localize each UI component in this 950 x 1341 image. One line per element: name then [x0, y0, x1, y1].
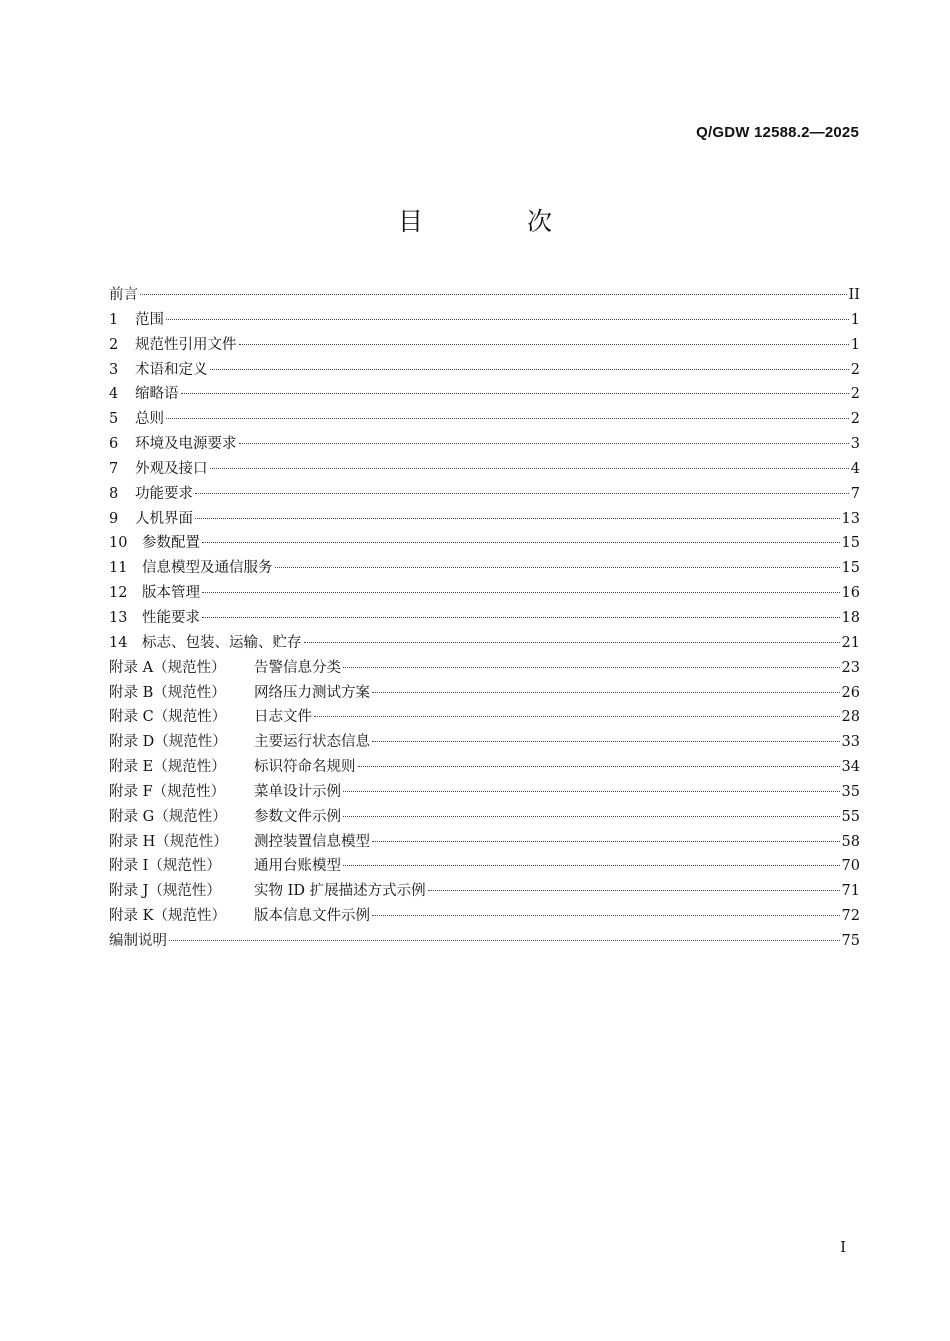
- toc-entry[interactable]: [109, 904, 860, 929]
- toc-entry-text: 菜单设计示例: [254, 783, 341, 800]
- toc-entry-number: 10: [109, 535, 128, 552]
- toc-entry-number: 附录 E（规范性）: [109, 759, 226, 776]
- toc-entry-text: 告警信息分类: [254, 659, 341, 676]
- toc-entry-label: [109, 556, 273, 581]
- toc-entry-label: [109, 631, 302, 656]
- toc-entry[interactable]: [109, 581, 860, 606]
- toc-entry-text: 总则: [135, 411, 164, 428]
- toc-entry[interactable]: [109, 308, 860, 333]
- toc-leader-dots: [428, 889, 840, 891]
- toc-entry[interactable]: [109, 382, 860, 407]
- toc-leader-dots: [275, 566, 840, 568]
- toc-leader-dots: [181, 392, 849, 394]
- toc-entry-label: [109, 705, 312, 730]
- toc-entry-text: 术语和定义: [135, 361, 208, 378]
- toc-entry-label: [109, 606, 200, 631]
- toc-entry-text: 信息模型及通信服务: [142, 560, 273, 577]
- toc-entry-page: 3: [850, 436, 860, 453]
- toc-entry-page: II: [848, 287, 860, 303]
- page-title: 目 次: [398, 207, 600, 236]
- toc-leader-dots: [195, 517, 840, 519]
- toc-entry-label: [109, 333, 237, 358]
- toc-entry-number: 13: [109, 609, 128, 626]
- toc-entry-label: [109, 308, 164, 333]
- toc-entry-page: 33: [841, 734, 860, 751]
- toc-entry-number: 附录 C（规范性）: [109, 709, 227, 726]
- toc-entry-label: [109, 929, 167, 954]
- toc-entry-number: 4: [109, 386, 119, 403]
- toc-entry-page: 28: [841, 709, 860, 726]
- toc-entry[interactable]: [109, 780, 860, 805]
- toc-entry[interactable]: [109, 929, 860, 954]
- toc-entry-text: 人机界面: [135, 510, 193, 527]
- toc-entry[interactable]: [109, 631, 860, 656]
- toc-entry-label: [109, 531, 200, 556]
- toc-entry[interactable]: [109, 432, 860, 457]
- toc-entry-page: 70: [841, 858, 860, 875]
- toc-entry-text: 环境及电源要求: [135, 436, 237, 453]
- toc-entry[interactable]: [109, 333, 860, 358]
- table-of-contents: [109, 283, 860, 954]
- toc-leader-dots: [140, 293, 847, 295]
- toc-entry-page: 7: [850, 485, 860, 502]
- toc-entry-label: [109, 904, 370, 929]
- toc-entry-number: 9: [109, 510, 119, 527]
- toc-entry-label: [109, 780, 341, 805]
- toc-entry[interactable]: [109, 705, 860, 730]
- toc-leader-dots: [202, 541, 840, 543]
- toc-entry[interactable]: [109, 730, 860, 755]
- toc-entry-label: [109, 854, 341, 879]
- toc-entry-page: 26: [841, 684, 860, 701]
- toc-entry-text: 标志、包装、运输、贮存: [142, 634, 302, 651]
- toc-leader-dots: [210, 467, 849, 469]
- toc-entry-page: 55: [841, 808, 860, 825]
- toc-entry-label: [109, 755, 356, 780]
- toc-entry-label: [109, 879, 426, 904]
- toc-entry-number: 2: [109, 336, 119, 353]
- toc-entry-number: 附录 B（规范性）: [109, 684, 226, 701]
- toc-entry-page: 18: [841, 609, 860, 626]
- toc-leader-dots: [372, 691, 840, 693]
- toc-entry[interactable]: [109, 656, 860, 681]
- toc-entry-page: 58: [841, 833, 860, 850]
- toc-entry[interactable]: [109, 507, 860, 532]
- toc-entry-page: 1: [850, 336, 860, 353]
- toc-entry[interactable]: [109, 681, 860, 706]
- toc-entry-number: 6: [109, 436, 119, 453]
- toc-entry-text: 版本管理: [142, 585, 200, 602]
- toc-entry-label: [109, 656, 341, 681]
- toc-entry-number: 附录 H（规范性）: [109, 833, 228, 850]
- toc-entry-text: 参数配置: [142, 535, 200, 552]
- toc-entry-page: 13: [841, 510, 860, 527]
- toc-entry-page: 16: [841, 585, 860, 602]
- page-number: I: [840, 1240, 846, 1256]
- toc-leader-dots: [372, 840, 840, 842]
- toc-entry-label: [109, 432, 237, 457]
- toc-entry-number: 附录 G（规范性）: [109, 808, 227, 825]
- toc-entry-label: [109, 581, 200, 606]
- toc-entry-text: 编制说明: [109, 932, 167, 949]
- toc-entry-text: 缩略语: [135, 386, 179, 403]
- toc-leader-dots: [166, 417, 849, 419]
- toc-entry-text: 规范性引用文件: [135, 336, 237, 353]
- toc-entry-page: 2: [850, 361, 860, 378]
- toc-leader-dots: [358, 765, 840, 767]
- toc-leader-dots: [239, 442, 849, 444]
- toc-entry-number: 附录 F（规范性）: [109, 783, 226, 800]
- toc-entry[interactable]: [109, 755, 860, 780]
- toc-leader-dots: [195, 492, 849, 494]
- toc-entry-text: 范围: [135, 311, 164, 328]
- toc-entry-page: 71: [841, 883, 860, 900]
- toc-leader-dots: [343, 790, 840, 792]
- toc-entry-label: [109, 830, 370, 855]
- toc-entry-number: 5: [109, 411, 119, 428]
- toc-leader-dots: [372, 914, 840, 916]
- toc-entry-label: [109, 457, 208, 482]
- toc-entry[interactable]: [109, 606, 860, 631]
- toc-leader-dots: [169, 939, 840, 941]
- toc-leader-dots: [166, 318, 849, 320]
- toc-leader-dots: [304, 641, 840, 643]
- toc-entry-text: 测控装置信息模型: [254, 833, 370, 850]
- toc-entry-text: 性能要求: [142, 609, 200, 626]
- toc-entry-number: 14: [109, 634, 128, 651]
- toc-entry-number: 1: [109, 311, 119, 328]
- toc-entry[interactable]: [109, 556, 860, 581]
- toc-leader-dots: [239, 343, 849, 345]
- toc-entry[interactable]: [109, 830, 860, 855]
- toc-entry-number: 附录 I（规范性）: [109, 858, 221, 875]
- toc-entry-page: 2: [850, 386, 860, 403]
- toc-entry-number: 8: [109, 485, 119, 502]
- toc-entry-label: [109, 382, 179, 407]
- toc-entry[interactable]: [109, 879, 860, 904]
- toc-entry-text: 主要运行状态信息: [254, 734, 370, 751]
- toc-entry-number: 7: [109, 460, 119, 477]
- toc-entry-text: 功能要求: [135, 485, 193, 502]
- toc-entry-number: 11: [109, 560, 128, 577]
- toc-entry[interactable]: [109, 482, 860, 507]
- toc-entry-page: 75: [841, 932, 860, 949]
- toc-entry-number: 附录 K（规范性）: [109, 908, 226, 925]
- toc-entry-text: 外观及接口: [135, 460, 208, 477]
- toc-leader-dots: [202, 616, 840, 618]
- toc-entry-label: [109, 482, 193, 507]
- standard-code: Q/GDW 12588.2—2025: [696, 124, 859, 141]
- toc-entry-number: 附录 D（规范性）: [109, 734, 227, 751]
- toc-entry-number: 附录 A（规范性）: [109, 659, 226, 676]
- toc-entry-label: [109, 730, 370, 755]
- toc-entry[interactable]: [109, 407, 860, 432]
- toc-entry-label: [109, 283, 138, 308]
- toc-entry-page: 1: [850, 311, 860, 328]
- toc-entry-page: 21: [841, 634, 860, 651]
- toc-entry-page: 4: [850, 460, 860, 477]
- toc-entry-page: 72: [841, 908, 860, 925]
- toc-entry-number: 附录 J（规范性）: [109, 883, 221, 900]
- toc-entry-page: 23: [841, 659, 860, 676]
- toc-entry-text: 日志文件: [254, 709, 312, 726]
- toc-entry-page: 34: [841, 759, 860, 776]
- toc-entry-text: 参数文件示例: [254, 808, 341, 825]
- toc-entry[interactable]: [109, 283, 860, 308]
- toc-entry-label: [109, 358, 208, 383]
- toc-leader-dots: [202, 591, 840, 593]
- toc-leader-dots: [343, 666, 840, 668]
- toc-entry-text: 版本信息文件示例: [254, 908, 370, 925]
- toc-entry-label: [109, 507, 193, 532]
- toc-entry-text: 实物 ID 扩展描述方式示例: [254, 883, 426, 900]
- toc-leader-dots: [343, 815, 840, 817]
- toc-entry-number: 3: [109, 361, 119, 378]
- toc-entry-page: 2: [850, 411, 860, 428]
- toc-leader-dots: [210, 368, 849, 370]
- toc-entry[interactable]: [109, 531, 860, 556]
- toc-entry[interactable]: [109, 805, 860, 830]
- toc-entry-label: [109, 681, 370, 706]
- toc-leader-dots: [372, 740, 840, 742]
- toc-entry[interactable]: [109, 854, 860, 879]
- toc-entry-label: [109, 407, 164, 432]
- toc-entry-label: [109, 805, 341, 830]
- toc-entry-text: 网络压力测试方案: [254, 684, 370, 701]
- toc-entry-text: 通用台账模型: [254, 858, 341, 875]
- toc-entry[interactable]: [109, 358, 860, 383]
- toc-leader-dots: [343, 864, 840, 866]
- toc-entry-page: 35: [841, 783, 860, 800]
- toc-entry-page: 15: [841, 535, 860, 552]
- toc-entry-page: 15: [841, 560, 860, 577]
- toc-entry[interactable]: [109, 457, 860, 482]
- toc-entry-text: 前言: [109, 287, 138, 303]
- toc-entry-number: 12: [109, 585, 128, 602]
- toc-leader-dots: [314, 715, 840, 717]
- toc-entry-text: 标识符命名规则: [254, 759, 356, 776]
